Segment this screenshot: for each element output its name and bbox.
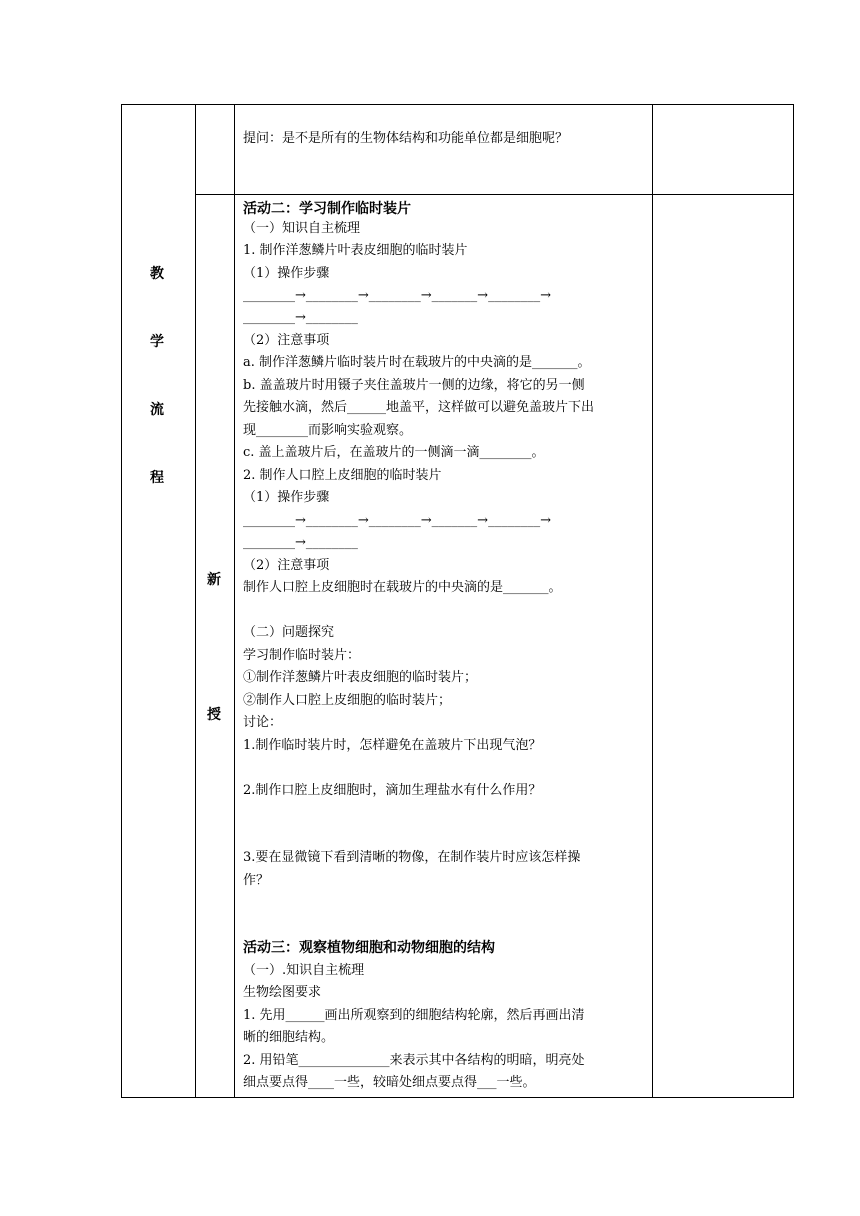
text-line: 2. 用铅笔______________来表示其中各结构的明暗，明亮处 <box>243 1053 585 1068</box>
table-top-border <box>121 104 794 105</box>
text-line: （1）操作步骤 <box>243 266 330 281</box>
row-divider <box>195 194 794 195</box>
text-line: 先接触水滴，然后______地盖平，这样做可以避免盖玻片下出 <box>243 400 595 415</box>
text-line: a. 制作洋葱鳞片临时装片时在载玻片的中央滴的是_______。 <box>243 355 591 370</box>
text-line: （2）注意事项 <box>243 333 330 348</box>
text-line: 细点要点得____一些，较暗处细点要点得___一些。 <box>243 1075 536 1090</box>
text-line: c. 盖上盖玻片后，在盖玻片的一侧滴一滴________。 <box>243 445 545 460</box>
text-line: 3.要在显微镜下看到清晰的物像，在制作装片时应该怎样操 <box>243 850 581 865</box>
blank-steps-line: ________→________ <box>243 310 358 325</box>
question-text: 提问：是不是所有的生物体结构和功能单位都是细胞呢？ <box>243 131 569 146</box>
label-char: 新 <box>207 572 221 588</box>
table-right-border <box>793 104 794 1098</box>
text-line: 学习制作临时装片： <box>243 648 361 663</box>
text-line: 制作人口腔上皮细胞时在载玻片的中央滴的是_______。 <box>243 580 562 595</box>
text-line: 生物绘图要求 <box>243 985 322 1000</box>
text-line: （2）注意事项 <box>243 558 330 573</box>
table-bottom-border <box>121 1097 794 1098</box>
column-divider-2 <box>234 104 235 1098</box>
text-line: 2.制作口腔上皮细胞时，滴加生理盐水有什么作用？ <box>243 783 542 798</box>
text-line: （一）知识自主梳理 <box>243 221 361 236</box>
label-char: 教 <box>150 266 164 282</box>
text-line: 2. 制作人口腔上皮细胞的临时装片 <box>243 468 442 483</box>
label-char: 流 <box>150 402 164 418</box>
table-left-border <box>121 104 122 1098</box>
text-line: ②制作人口腔上皮细胞的临时装片； <box>243 693 452 708</box>
label-char: 授 <box>207 707 221 723</box>
text-line: 现________而影响实验观察。 <box>243 423 413 438</box>
text-line: ①制作洋葱鳞片叶表皮细胞的临时装片； <box>243 670 478 685</box>
text-line: b. 盖盖玻片时用镊子夹住盖玻片一侧的边缘，将它的另一侧 <box>243 378 585 393</box>
column-divider-3 <box>652 104 653 1098</box>
text-line: （一）.知识自主梳理 <box>243 963 365 978</box>
activity-3-heading: 活动三：观察植物细胞和动物细胞的结构 <box>243 940 495 956</box>
label-char: 程 <box>150 470 164 486</box>
text-line: 1. 制作洋葱鳞片叶表皮细胞的临时装片 <box>243 243 468 258</box>
text-line: （二）问题探究 <box>243 625 335 640</box>
text-line: 晰的细胞结构。 <box>243 1030 335 1045</box>
column-divider-1 <box>195 104 196 1098</box>
text-line: 1.制作临时装片时，怎样避免在盖玻片下出现气泡？ <box>243 738 542 753</box>
text-line: （1）操作步骤 <box>243 490 330 505</box>
activity-2-heading: 活动二：学习制作临时装片 <box>243 201 411 217</box>
label-char: 学 <box>150 334 164 350</box>
text-line: 作？ <box>243 873 270 888</box>
blank-steps-line: ________→________ <box>243 535 358 550</box>
blank-steps-line: ________→________→________→_______→________→ <box>243 513 551 528</box>
blank-steps-line: ________→________→________→_______→________→ <box>243 288 551 303</box>
text-line: 1. 先用______画出所观察到的细胞结构轮廓，然后再画出清 <box>243 1008 585 1023</box>
text-line: 讨论： <box>243 715 283 730</box>
